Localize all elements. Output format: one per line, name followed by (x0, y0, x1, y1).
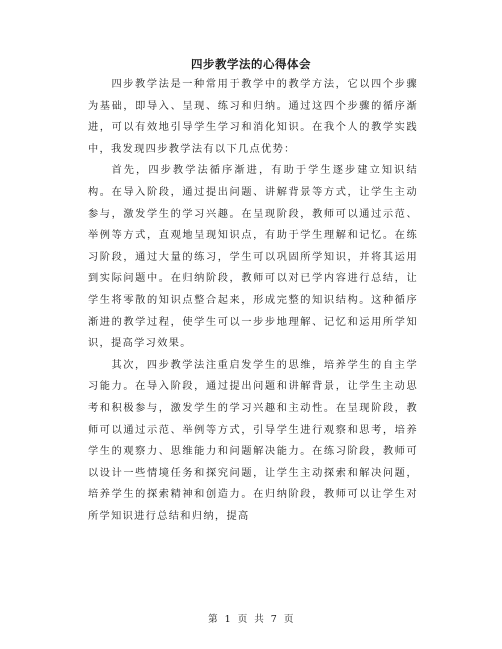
paragraph-first-advantage: 首先，四步教学法循序渐进，有助于学生逐步建立知识结构。在导入阶段，通过提出问题、讲解背景等方式，让学生主动参与，激发学生的学习兴趣。在呈现阶段，教师可以通过示范、举例等方式，直观地呈现知识点，有助于学生理解和记忆。在练习阶段，通过大量的练习，学生可以巩固所学知识，并将其运用到实际问题中。在归纳阶段，教师可以对已学内容进行总结，让学生将零散的知识点整合起来，形成完整的知识结构。这种循序渐进的教学过程，使学生可以一步步地理解、记忆和运用所学知识，提高学习效果。 (88, 165, 418, 350)
page-number-footer: 第 1 页 共 7 页 (208, 614, 294, 625)
paragraph-second-advantage: 其次，四步教学法注重启发学生的思维，培养学生的自主学习能力。在导入阶段，通过提出问题和讲解背景，让学生主动思考和积极参与，激发学生的学习兴趣和主动性。在呈现阶段，教师可以通过示范、举例等方式，引导学生进行观察和思考，培养学生的观察力、思维能力和问题解决能力。在练习阶段，教师可以设计一些情境任务和探究问题，让学生主动探索和解决问题，培养学生的探索精神和创造力。在归纳阶段，教师可以让学生对所学知识进行总结和归纳，提高 (88, 359, 418, 522)
document-body (88, 74, 418, 527)
paragraph-intro: 四步教学法是一种常用于教学中的教学方法，它以四个步骤为基础，即导入、呈现、练习和归纳。通过这四个步骤的循序渐进，可以有效地引导学生学习和消化知识。在我个人的教学实践中，我发现四步教学法有以下几点优势： (88, 79, 418, 155)
document-title: 四步教学法的心得体会 (191, 57, 311, 71)
